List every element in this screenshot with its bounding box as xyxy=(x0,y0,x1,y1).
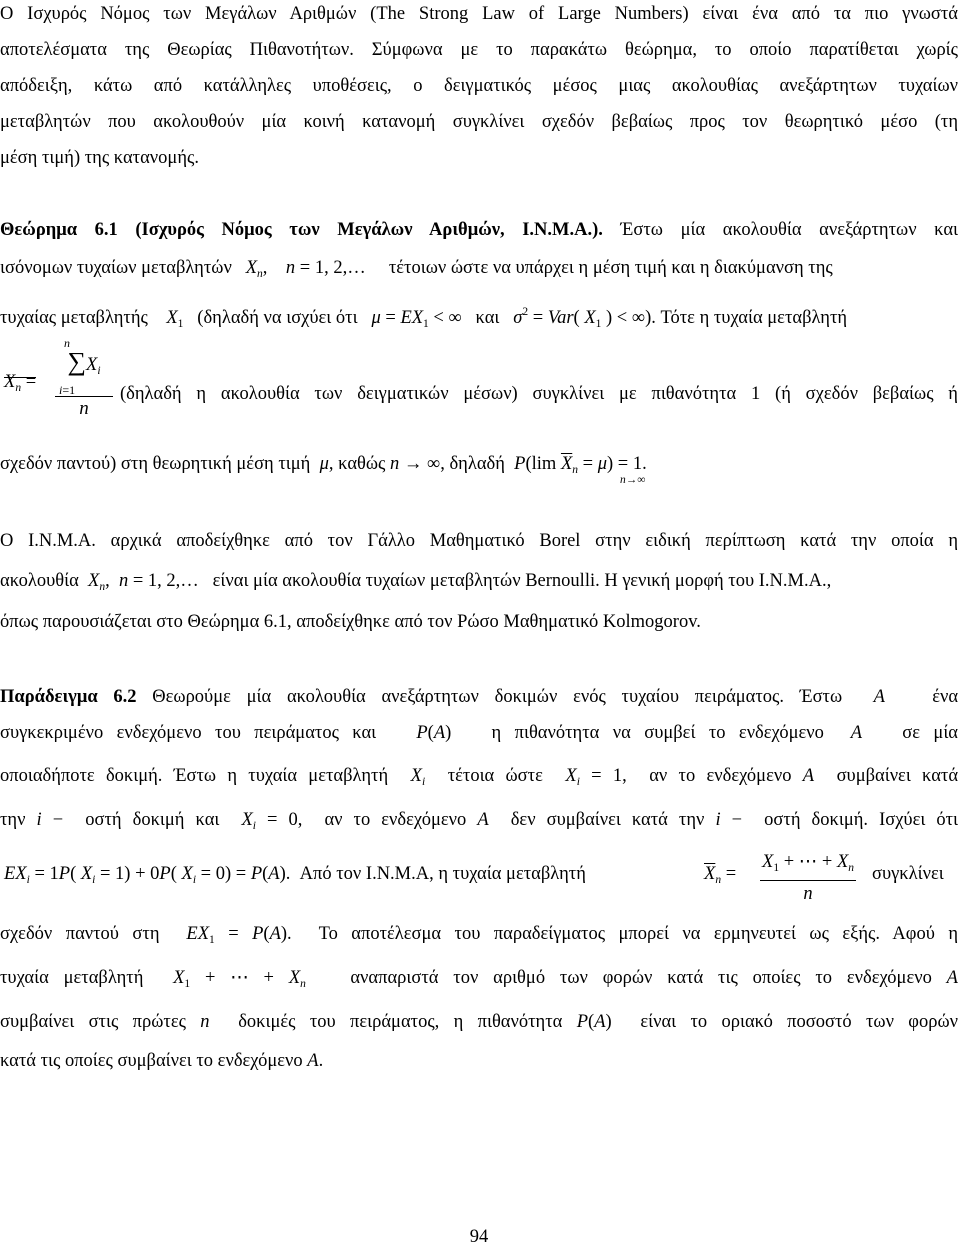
intro-line-1: Ο Ισχυρός Νόμος των Μεγάλων Αριθμών (The Strong Law of Large Numbers) είναι ένα από τα πιο γνωστά xyxy=(0,4,958,24)
example-text: αν το ενδεχόμενο xyxy=(649,766,792,786)
remark-line-1: Ο Ι.Ν.Μ.Α. αρχικά αποδείχθηκε από τον Γάλλο Μαθηματικό Borel στην ειδική περίπτωση κατά την οποία η xyxy=(0,531,958,551)
theorem-text: , καθώς xyxy=(328,454,386,474)
intro-line-2: αποτελέσματα της Θεωρίας Πιθανοτήτων. Σύμφωνα με το παρακάτω θεώρημα, το οποίο παρατίθεται χωρίς xyxy=(0,40,958,60)
theorem-text: τέτοιων ώστε να υπάρχει η μέση τιμή και η διακύμανση της xyxy=(388,258,833,278)
example-text: κατά τις οποίες συμβαίνει το ενδεχόμενο xyxy=(0,1051,303,1071)
theorem-text: σχεδόν παντού) στη θεωρητική μέση τιμή xyxy=(0,454,311,474)
sample-mean-symbol-2: $\overline{X}_n$ = xyxy=(704,864,737,886)
example-converges: συγκλίνει xyxy=(872,864,944,884)
example-text: οποιαδήποτε δοκιμή. Έστω η τυχαία μεταβλητή xyxy=(0,766,389,786)
example-text: τυχαία μεταβλητή xyxy=(0,968,144,988)
example-fraction: $X_1$ + ⋯ + $X_n$ n xyxy=(762,852,854,904)
example-text: σε μία xyxy=(902,723,958,743)
example-line-6: σχεδόν παντού στη $EX_1 = P(A)$. Το αποτέλεσμα του παραδείγματος μπορεί να ερμηνευτεί ως εξής. Αφού η xyxy=(0,924,958,946)
theorem-line-1 xyxy=(0,218,958,242)
theorem-line-3: τυχαίας μεταβλητής $X_1$ (δηλαδή να ισχύει ότι $\mu = EX_1$ < ∞ και $\sigma^2 = Var$( $X_1$ ) < ∞). Τότε η τυχαία μεταβλητή xyxy=(0,306,848,330)
example-text: είναι το οριακό ποσοστό των φορών xyxy=(640,1012,959,1032)
example-line-7: τυχαία μεταβλητή $X_1$ + ⋯ + $X_n$ αναπαριστά τον αριθμό των φορών κατά τις οποίες το ενδεχόμενο A xyxy=(0,968,958,990)
example-text: Θεωρούμε μία ακολουθία ανεξάρτητων δοκιμών ενός τυχαίου πειράματος. Έστω xyxy=(152,687,843,707)
theorem-text: , δηλαδή xyxy=(440,454,505,474)
example-line-2: συγκεκριμένο ενδεχόμενο του πειράματος και P(A) η πιθανότητα να συμβεί το ενδεχόμενο A σε μία xyxy=(0,723,958,743)
theorem-text: Έστω μία ακολουθία ανεξάρτητων και xyxy=(620,220,959,240)
example-text: η πιθανότητα να συμβεί το ενδεχόμενο xyxy=(491,723,824,743)
example-text: συμβαίνει κατά xyxy=(836,766,959,786)
intro-line-4: μεταβλητών που ακολουθούν μία κοινή κατανομή συγκλίνει σχεδόν βεβαίως προς τον θεωρητικό μέσο (τη xyxy=(0,112,958,132)
theorem-text: ). Τότε η τυχαία μεταβλητή xyxy=(645,308,848,328)
page-number: 94 xyxy=(469,1227,489,1247)
example-text: αν το ενδεχόμενο xyxy=(324,810,467,830)
example-line-1: Παράδειγμα 6.2 Θεωρούμε μία ακολουθία ανεξάρτητων δοκιμών ενός τυχαίου πειράματος. Έστω A ένα xyxy=(0,687,959,707)
remark-text: ακολουθία xyxy=(0,571,79,591)
example-heading: Παράδειγμα 6.2 xyxy=(0,687,137,707)
example-line-8: συμβαίνει στις πρώτες n δοκιμές του πειράματος, η πιθανότητα P(A) είναι το οριακό ποσοστό των φορών xyxy=(0,1012,959,1032)
sample-mean-symbol: $X_n$ = xyxy=(4,372,37,394)
intro-line-3: απόδειξη, κάτω από κατάλληλες υποθέσεις, ο δειγματικός μέσος μιας ακολουθίας ανεξάρτητων τυχαίων xyxy=(0,76,958,96)
remark-line-3: όπως παρουσιάζεται στο Θεώρημα 6.1, αποδείχθηκε από τον Ρώσο Μαθηματικό Kolmogorov. xyxy=(0,612,701,632)
expectation-formula: $EX_i = 1P$( $X_i = 1) + 0P$( $X_i = 0) = P(A)$. xyxy=(4,864,291,886)
sample-mean-overbar xyxy=(4,377,36,378)
theorem-text: ισόνομων τυχαίων μεταβλητών xyxy=(0,258,232,278)
index-range: n = 1, 2,… xyxy=(285,258,366,278)
example-text: Από τον Ι.Ν.Μ.Α, η τυχαία μεταβλητή xyxy=(299,864,586,884)
theorem-text: (δηλαδή να ισχύει ότι xyxy=(197,308,358,328)
theorem-text: τυχαίας μεταβλητής xyxy=(0,308,148,328)
intro-line-5: μέση τιμή) της κατανομής. xyxy=(0,148,199,168)
example-text: συγκεκριμένο ενδεχόμενο του πειράματος και xyxy=(0,723,377,743)
remark-line-2: ακολουθία $X_n$, n = 1, 2,… είναι μία ακολουθία τυχαίων μεταβλητών Bernoulli. Η γενική μορφή του Ι.Ν.Μ.Α., xyxy=(0,571,832,593)
limit-statement: P(lim $\overline{X}_n = \mu) = 1$. xyxy=(514,454,647,476)
example-line-4: την i − οστή δοκιμή και $X_i = 0$, αν το ενδεχόμενο A δεν συμβαίνει κατά την i − οστή δοκιμή. Ισχύει ότι xyxy=(0,810,959,832)
theorem-text: και xyxy=(475,308,500,328)
remark-text: είναι μία ακολουθία τυχαίων μεταβλητών Bernoulli. Η γενική μορφή του Ι.Ν.Μ.Α., xyxy=(212,571,832,591)
example-text: σχεδόν παντού στη xyxy=(0,924,160,944)
example-text: οστή δοκιμή και xyxy=(85,810,220,830)
example-text: οστή δοκιμή. Ισχύει ότι xyxy=(764,810,959,830)
theorem-line-5: σχεδόν παντού) στη θεωρητική μέση τιμή μ, καθώς n → ∞, δηλαδή P(lim $\overline{X}_n = \mu) = 1$. xyxy=(0,454,647,476)
example-text: ένα xyxy=(932,687,959,707)
example-text: δεν συμβαίνει κατά την xyxy=(510,810,705,830)
theorem-line-4: (δηλαδή η ακολουθία των δειγματικών μέσων) συγκλίνει με πιθανότητα 1 (ή σχεδόν βεβαίως ή xyxy=(120,384,958,404)
sum-fraction: n $\sum X_i$ i=1 n xyxy=(55,337,113,421)
example-text: Το αποτέλεσμα του παραδείγματος μπορεί να ερμηνευτεί ως εξής. Αφού η xyxy=(318,924,958,944)
example-text: αναπαριστά τον αριθμό των φορών κατά τις οποίες το ενδεχόμενο xyxy=(350,968,932,988)
limit-subscript: n→∞ xyxy=(620,474,646,486)
example-text: την xyxy=(0,810,26,830)
theorem-heading: Θεώρημα 6.1 (Ισχυρός Νόμος των Μεγάλων Αριθμών, Ι.Ν.Μ.Α.). xyxy=(0,220,603,240)
example-text: συμβαίνει στις πρώτες xyxy=(0,1012,186,1032)
theorem-line-2: ισόνομων τυχαίων μεταβλητών $X_n$, n = 1, 2,… τέτοιων ώστε να υπάρχει η μέση τιμή και η διακύμανση της xyxy=(0,258,833,280)
example-line-9: κατά τις οποίες συμβαίνει το ενδεχόμενο A. xyxy=(0,1051,324,1071)
example-text: δοκιμές του πειράματος, η πιθανότητα xyxy=(238,1012,563,1032)
example-line-3: οποιαδήποτε δοκιμή. Έστω η τυχαία μεταβλητή $X_i$ τέτοια ώστε $X_i = 1$, αν το ενδεχόμενο A συμβαίνει κατά xyxy=(0,766,959,788)
example-text: τέτοια ώστε xyxy=(447,766,543,786)
